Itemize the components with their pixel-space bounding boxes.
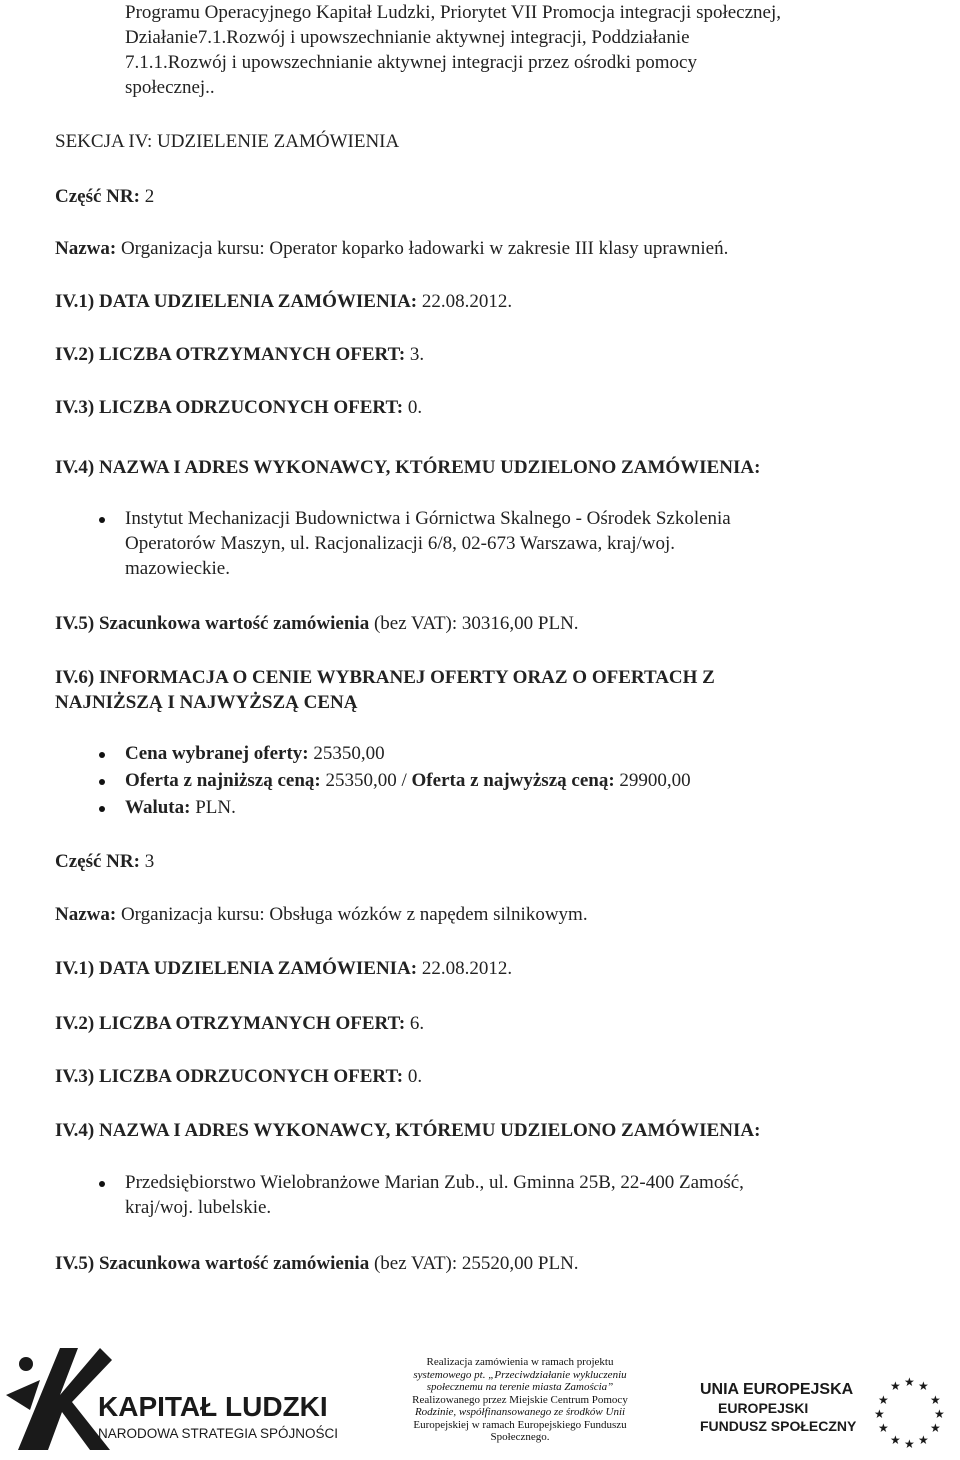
part2-heading (55, 186, 154, 208)
eu-stars-icon (874, 1375, 945, 1451)
part2-offers (55, 344, 424, 366)
part3-date-value: 22.08.2012. (421, 958, 513, 979)
part2-currency (125, 797, 236, 819)
part2-price-info-line-1: IV.6) INFORMACJA O CENIE WYBRANEJ OFERTY ORAZ O OFERTACH Z (55, 667, 715, 688)
part2-lowest-highest (125, 770, 691, 792)
part3-number: 3 (144, 851, 155, 872)
part3-contractor-label: IV.4) NAZWA I ADRES WYKONAWCY, KTÓREMU UDZIELONO ZAMÓWIENIA: (55, 1120, 761, 1141)
part2-date-value: 22.08.2012. (421, 291, 513, 312)
part2-date-label: IV.1) DATA UDZIELENIA ZAMÓWIENIA: (55, 291, 418, 312)
eu-esf-logo (690, 1368, 960, 1458)
svg-text:★: ★ (878, 1393, 889, 1407)
part2-date (55, 291, 512, 313)
svg-text:★: ★ (878, 1421, 889, 1435)
part3-value (55, 1253, 579, 1275)
part2-contractor-label: IV.4) NAZWA I ADRES WYKONAWCY, KTÓREMU UDZIELONO ZAMÓWIENIA: (55, 457, 761, 478)
part3-date (55, 958, 512, 980)
part3-contractor-line-2: kraj/woj. lubelskie. (125, 1197, 272, 1218)
part2-value (55, 613, 579, 635)
part2-selected-price (125, 743, 385, 765)
project-note-line-6: Europejskiej w ramach Europejskiego Funduszu (413, 1418, 627, 1431)
lowest-price-value: 25350,00 / (325, 770, 407, 791)
project-note-line-2: systemowego pt. „Przeciwdziałanie wykluczeniu (413, 1368, 627, 1381)
part2-label: Część NR: (55, 186, 140, 207)
part3-rejected (55, 1066, 422, 1088)
part2-contractor-line-3: mazowieckie. (125, 558, 230, 579)
part2-contractor-line-1: Instytut Mechanizacji Budownictwa i Górnictwa Skalnego - Ośrodek Szkolenia (125, 508, 731, 529)
part3-name-value: Organizacja kursu: Obsługa wózków z napędem silnikowym. (120, 904, 588, 925)
project-note-line-3: społecznemu na terenie miasta Zamościa” (426, 1381, 614, 1393)
section-title: SEKCJA IV: UDZIELENIE ZAMÓWIENIA (55, 131, 400, 152)
part3-rejected-value: 0. (407, 1066, 423, 1087)
svg-text:★: ★ (890, 1379, 901, 1393)
part3-offers (55, 1013, 424, 1035)
bullet-selected (99, 752, 105, 758)
selected-price-label: Cena wybranej oferty: (125, 743, 309, 764)
part2-contractor-bullet (99, 517, 105, 523)
part3-value-label: IV.5) Szacunkowa wartość zamówienia (55, 1253, 370, 1274)
svg-text:★: ★ (904, 1437, 915, 1451)
part3-label: Część NR: (55, 851, 140, 872)
intro-line-4: społecznej.. (125, 77, 215, 98)
highest-price-label: Oferta z najwyższą ceną: (411, 770, 615, 791)
bullet-lowest (99, 779, 105, 785)
part2-offers-label: IV.2) LICZBA OTRZYMANYCH OFERT: (55, 344, 406, 365)
project-note-line-5: Rodzinie, współfinansowanego ze środków Unii (414, 1406, 626, 1418)
part2-contractor-line-2: Operatorów Maszyn, ul. Racjonalizacji 6/8, 02-673 Warszawa, kraj/woj. (125, 533, 676, 554)
lowest-price-label: Oferta z najniższą ceną: (125, 770, 321, 791)
intro-line-2: Działanie7.1.Rozwój i upowszechnianie aktywnej integracji, Poddziałanie (125, 27, 690, 48)
left-logo-title: KAPITAŁ LUDZKI (98, 1391, 328, 1422)
currency-value: PLN. (195, 797, 236, 818)
highest-price-value: 29900,00 (619, 770, 691, 791)
svg-text:★: ★ (874, 1407, 885, 1421)
right-logo-line-2: EUROPEJSKI (718, 1400, 809, 1416)
kapital-ludzki-logo (0, 1340, 360, 1460)
svg-text:★: ★ (930, 1393, 941, 1407)
footer-project-note (400, 1356, 640, 1444)
project-note-line-4: Realizowanego przez Miejskie Centrum Pomocy (412, 1393, 628, 1406)
part3-name-label: Nazwa: (55, 904, 117, 925)
right-logo-line-3: FUNDUSZ SPOŁECZNY (700, 1418, 857, 1434)
part2-rejected-label: IV.3) LICZBA ODRZUCONYCH OFERT: (55, 397, 404, 418)
part2-number: 2 (144, 186, 155, 207)
part3-offers-label: IV.2) LICZBA OTRZYMANYCH OFERT: (55, 1013, 406, 1034)
project-note-line-1: Realizacja zamówienia w ramach projektu (426, 1356, 614, 1368)
intro-line-3: 7.1.1.Rozwój i upowszechnianie aktywnej integracji przez ośrodki pomocy (125, 52, 697, 73)
part2-offers-value: 3. (409, 344, 425, 365)
right-logo-line-1: UNIA EUROPEJSKA (700, 1381, 854, 1398)
part3-rejected-label: IV.3) LICZBA ODRZUCONYCH OFERT: (55, 1066, 404, 1087)
part2-name (55, 238, 728, 260)
project-note-line-7: Społecznego. (490, 1431, 550, 1443)
part3-heading (55, 851, 154, 873)
part2-price-info-line-2: NAJNIŻSZĄ I NAJWYŻSZĄ CENĄ (55, 692, 358, 713)
bullet-currency (99, 806, 105, 812)
part2-value-value: (bez VAT): 30316,00 PLN. (373, 613, 579, 634)
currency-label: Waluta: (125, 797, 191, 818)
part3-date-label: IV.1) DATA UDZIELENIA ZAMÓWIENIA: (55, 958, 418, 979)
part3-value-value: (bez VAT): 25520,00 PLN. (373, 1253, 579, 1274)
svg-text:★: ★ (918, 1433, 929, 1447)
svg-text:★: ★ (904, 1375, 915, 1389)
part3-offers-value: 6. (409, 1013, 425, 1034)
part2-name-value: Organizacja kursu: Operator koparko ładowarki w zakresie III klasy uprawnień. (120, 238, 729, 259)
svg-text:★: ★ (890, 1433, 901, 1447)
part2-value-label: IV.5) Szacunkowa wartość zamówienia (55, 613, 370, 634)
part3-name (55, 904, 588, 926)
svg-text:★: ★ (918, 1379, 929, 1393)
svg-text:★: ★ (934, 1407, 945, 1421)
svg-text:★: ★ (930, 1421, 941, 1435)
kapital-ludzki-emblem-icon (6, 1348, 112, 1450)
selected-price-value: 25350,00 (313, 743, 385, 764)
intro-line-1: Programu Operacyjnego Kapitał Ludzki, Priorytet VII Promocja integracji społecznej, (125, 2, 782, 23)
part2-name-label: Nazwa: (55, 238, 117, 259)
left-logo-subtitle: NARODOWA STRATEGIA SPÓJNOŚCI (98, 1426, 339, 1441)
part3-contractor-line-1: Przedsiębiorstwo Wielobranżowe Marian Zub., ul. Gminna 25B, 22-400 Zamość, (125, 1172, 744, 1193)
part2-rejected (55, 397, 422, 419)
part2-rejected-value: 0. (407, 397, 423, 418)
part3-contractor-bullet (99, 1181, 105, 1187)
